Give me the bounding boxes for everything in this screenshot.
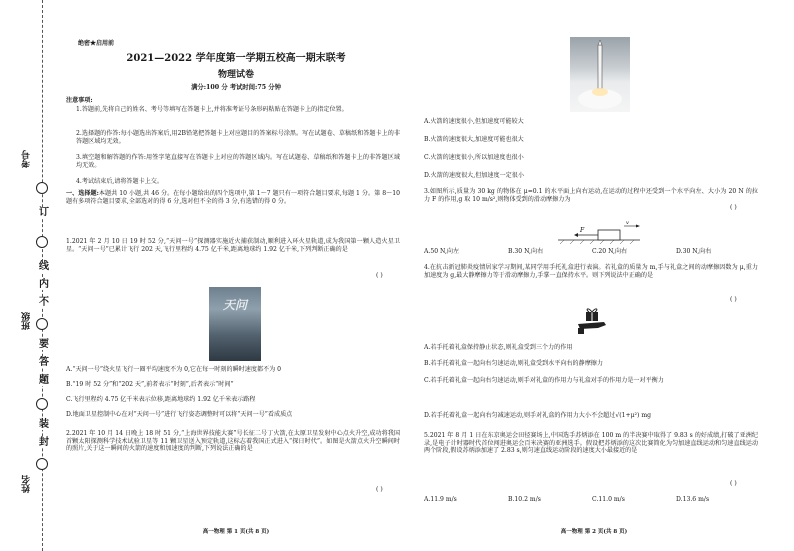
section-1-heading: 一、选择题: bbox=[66, 190, 99, 197]
notes-heading: 注意事项: bbox=[66, 97, 93, 104]
seal-circle bbox=[36, 458, 48, 470]
question-5-option: B.10.2 m/s bbox=[508, 496, 541, 503]
svg-text:v: v bbox=[626, 220, 629, 226]
page-2 bbox=[424, 0, 764, 551]
question-1-option: D.地面卫星控制中心在对“天问一号”进行飞行姿态调整时可以将“天问一号”看成质点 bbox=[66, 411, 293, 418]
seal-word: 要 bbox=[39, 339, 49, 350]
note-item: 4.考试结束后,请将答题卡上交。 bbox=[76, 178, 163, 185]
question-2-stem: 2.2021 年 10 月 14 日晚上 18 时 51 分,“上海世界技能大赛”号长征二号丁火箭,在太原卫星发射中心点火升空,成功将我国首颗太阳探测科学技术试验卫星等 11 颗卫星送入预定轨道,这标志着我国正式进入“探日时代”。如图是火箭点火升空瞬间时的照片,关于这一瞬间的火箭的速度和加速度的判断,下列说法正确的是 bbox=[66, 430, 400, 453]
question-3-stem: 3.如图所示,质量为 30 kg 的物体在 μ=0.1 的水平面上向右运动,在运动的过程中还受到一个水平向左、大小为 20 N 的拉力 F 的作用,g 取 10 m/s²,则物体受到的滑动摩擦力为 bbox=[424, 188, 758, 203]
rocket-launch-image bbox=[570, 37, 630, 112]
question-2-option: C.火箭的速度很小,所以加速度也很小 bbox=[424, 154, 524, 161]
question-2-option: B.火箭的速度很大,加速度可能也很大 bbox=[424, 136, 524, 143]
seal-circle bbox=[36, 236, 48, 248]
question-2-option: D.火箭的速度很大,但加速度一定很小 bbox=[424, 172, 524, 179]
seal-circle bbox=[36, 398, 48, 410]
binding-strip bbox=[0, 0, 62, 551]
page-1 bbox=[66, 0, 406, 551]
secret-mark: 绝密★启用前 bbox=[78, 40, 115, 47]
seal-word: 题 bbox=[39, 375, 49, 386]
score-time: 满分:100 分 考试时间:75 分钟 bbox=[191, 84, 281, 91]
question-4-stem: 4.在抗击新冠肺炎疫情居家学习期间,某同学用手托礼盒进行表演。若礼盒的质量为 m,手与礼盒之间的动摩擦因数为 μ,重力加速度为 g,最大静摩擦力等于滑动摩擦力,手掌一直保持水平。则下列说法中正确的是 bbox=[424, 264, 758, 279]
exam-number-label: 考号 bbox=[22, 150, 32, 168]
question-2-option: A.火箭的速度很小,但加速度可能较大 bbox=[424, 118, 524, 125]
question-4-option: C.若手托着礼盒一起向右匀速运动,则手对礼盒的作用力与礼盒对手的作用力是一对平衡力 bbox=[424, 377, 664, 384]
seal-word: 答 bbox=[39, 357, 49, 368]
question-1-option: B.“19 时 52 分”和“202 天”,前者表示“时刻”,后者表示“时间” bbox=[66, 381, 234, 388]
poster-title: 天问 bbox=[222, 298, 247, 312]
question-3-paren: ( ) bbox=[730, 204, 737, 211]
seal-word: 装 bbox=[39, 419, 49, 430]
seal-word: 内 bbox=[39, 279, 49, 290]
question-5-option: A.11.9 m/s bbox=[424, 496, 457, 503]
seal-circle bbox=[36, 318, 48, 330]
block-force-diagram bbox=[554, 220, 644, 246]
name-label: 姓名 bbox=[22, 475, 32, 493]
hand-gift-box-diagram bbox=[574, 306, 610, 336]
seal-circle bbox=[36, 182, 48, 194]
question-3-option: B.30 N,向右 bbox=[508, 248, 544, 255]
seal-word: 线 bbox=[39, 261, 49, 272]
subject-title: 物理试卷 bbox=[217, 70, 254, 80]
question-4-paren: ( ) bbox=[730, 296, 737, 303]
question-5-option: C.11.0 m/s bbox=[592, 496, 625, 503]
class-label: 班级 bbox=[22, 312, 32, 330]
question-4-option: B.若手托着礼盒一起向右匀速运动,则礼盒受到水平向右的静摩擦力 bbox=[424, 360, 603, 367]
question-5-option: D.13.6 m/s bbox=[676, 496, 710, 503]
seal-word: 不 bbox=[39, 297, 49, 308]
question-1-paren: ( ) bbox=[376, 272, 383, 279]
rocket-icon bbox=[570, 37, 630, 112]
note-item: 1.答题前,先将自己的姓名、考号等填写在答题卡上,并将准考证号条形码粘贴在答题卡上的指定位置。 bbox=[76, 106, 348, 113]
question-1-option: A.“天问一号”绕火星飞行一圈平均速度不为 0,它在每一时刻的瞬时速度都不为 0 bbox=[66, 366, 282, 373]
question-1-stem: 1.2021 年 2 月 10 日 19 时 52 分,“天问一号”探测器实施近火捕获制动,顺利进入环火星轨道,成为我国第一颗人造火星卫星。“天问一号”已累计飞行 202 天,飞行里程约 4.75 亿千米,距离地球约 1.92 亿千米,下列判断正确的是 bbox=[66, 238, 400, 253]
svg-text:F: F bbox=[580, 227, 585, 234]
section-1-text: 本题共 10 小题,共 46 分。在每小题给出的四个选项中,第 1～7 题只有一项符合题目要求,每题 1 分。第 8～10 题有多项符合题目要求,全部选对的得 6 分,选对但不全的得 3 分,有选错的得 0 分。 bbox=[66, 190, 401, 205]
question-2-paren: ( ) bbox=[376, 486, 383, 493]
question-1-option: C.飞行里程约 4.75 亿千米表示位移,距离地球约 1.92 亿千米表示路程 bbox=[66, 396, 256, 403]
question-4-option: A.若手托着礼盒保持静止状态,则礼盒受到三个力的作用 bbox=[424, 344, 573, 351]
question-5-paren: ( ) bbox=[730, 480, 737, 487]
seal-word: 订 bbox=[39, 207, 49, 218]
question-4-option: D.若手托着礼盒一起向右匀减速运动,则手对礼盒的作用力大小不会超过√(1+μ²) mg bbox=[424, 412, 651, 419]
section-1 bbox=[66, 190, 400, 205]
exam-title: 2021—2022 学年度第一学期五校高一期末联考 bbox=[126, 53, 346, 64]
tianwen-poster-image bbox=[209, 287, 261, 361]
question-3-option: C.20 N,向右 bbox=[592, 248, 628, 255]
note-item: 3.填空题和解答题的作答:用签字笔直接写在答题卡上对应的答题区域内。写在试题卷、草稿纸和答题卡上的非答题区域均无效。 bbox=[76, 154, 400, 169]
note-item: 2.选择题的作答:每小题选出答案后,用2B铅笔把答题卡上对应题目的答案标号涂黑。写在试题卷、草稿纸和答题卡上的非答题区域均无效。 bbox=[76, 130, 400, 145]
seal-word: 封 bbox=[39, 437, 49, 448]
question-3-option: D.30 N,向右 bbox=[676, 248, 712, 255]
question-3-option: A.50 N,向左 bbox=[424, 248, 460, 255]
page-2-footer: 高一物理 第 2 页(共 8 页) bbox=[560, 529, 628, 535]
page-1-footer: 高一物理 第 1 页(共 8 页) bbox=[202, 529, 270, 535]
question-5-stem: 5.2021 年 8 月 1 日在东京奥运会田径赛场上,中国选手苏炳添在 100 m 的半决赛中取得了 9.83 s 的好成绩,打破了亚洲纪录,是电子计时器时代首位闯进奥运会百米决赛的亚洲选手。假设把苏炳添的这次比赛简化为匀加速直线运动和匀速直线运动两个阶段,假设苏炳添加速了 2.83 s,则匀速直线运动阶段的速度大小最接近的是 bbox=[424, 432, 758, 455]
